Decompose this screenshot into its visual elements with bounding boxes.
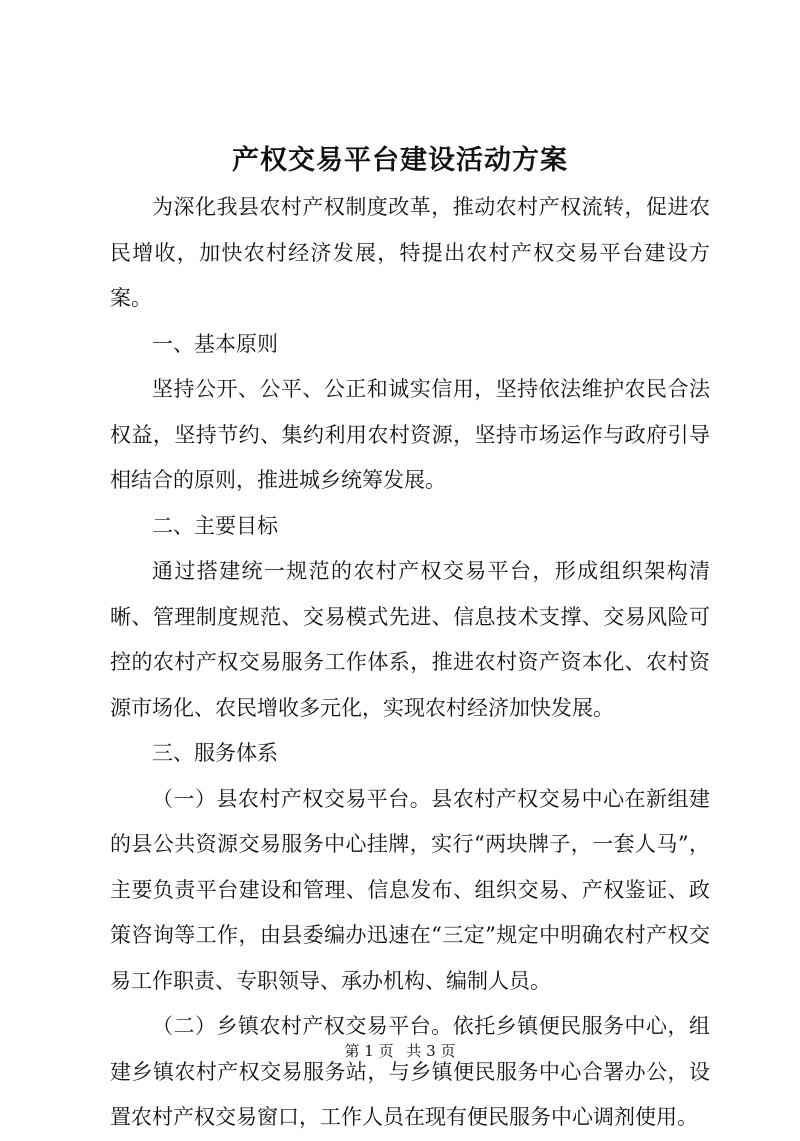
paragraph-township-platform: （二）乡镇农村产权交易平台。依托乡镇便民服务中心，组建乡镇农村产权交易服务站，与乡镇便民服务中心合署办公，设置农村产权交易窗口，工作人员在现有便民服务中心调剂使用。 (110, 1014, 710, 1129)
page-total: 共 3 页 (406, 1042, 456, 1060)
section-heading-principles: 一、基本原则 (152, 331, 278, 356)
page-footer (0, 1041, 800, 1061)
paragraph-goals: 通过搭建统一规范的农村产权交易平台，形成组织架构清晰、管理制度规范、交易模式先进、信息技术支撑、交易风险可控的农村产权交易服务工作体系，推进农村资产资本化、农村资源市场化、农民增收多元化，实现农村经济加快发展。 (110, 559, 710, 720)
document-title: 产权交易平台建设活动方案 (232, 145, 568, 176)
document-body (110, 185, 710, 1141)
section-heading-goals: 二、主要目标 (152, 513, 278, 538)
paragraph-county-platform: （一）县农村产权交易平台。县农村产权交易中心在新组建的县公共资源交易服务中心挂牌，实行“两块牌子，一套人马”，主要负责平台建设和管理、信息发布、组织交易、产权鉴证、政策咨询等工作，由县委编办迅速在“三定”规定中明确农村产权交易工作职责、专职领导、承办机构、编制人员。 (110, 786, 710, 993)
section-heading-service-system: 三、服务体系 (152, 741, 278, 765)
paragraph-intro: 为深化我县农村产权制度改革，推动农村产权流转，促进农民增收，加快农村经济发展，特提出农村产权交易平台建设方案。 (110, 195, 710, 310)
paragraph-principles: 坚持公开、公平、公正和诚实信用，坚持依法维护农民合法权益，坚持节约、集约利用农村资源，坚持市场运作与政府引导相结合的原则，推进城乡统筹发展。 (110, 377, 710, 492)
page-number: 第 1 页 (344, 1042, 394, 1060)
